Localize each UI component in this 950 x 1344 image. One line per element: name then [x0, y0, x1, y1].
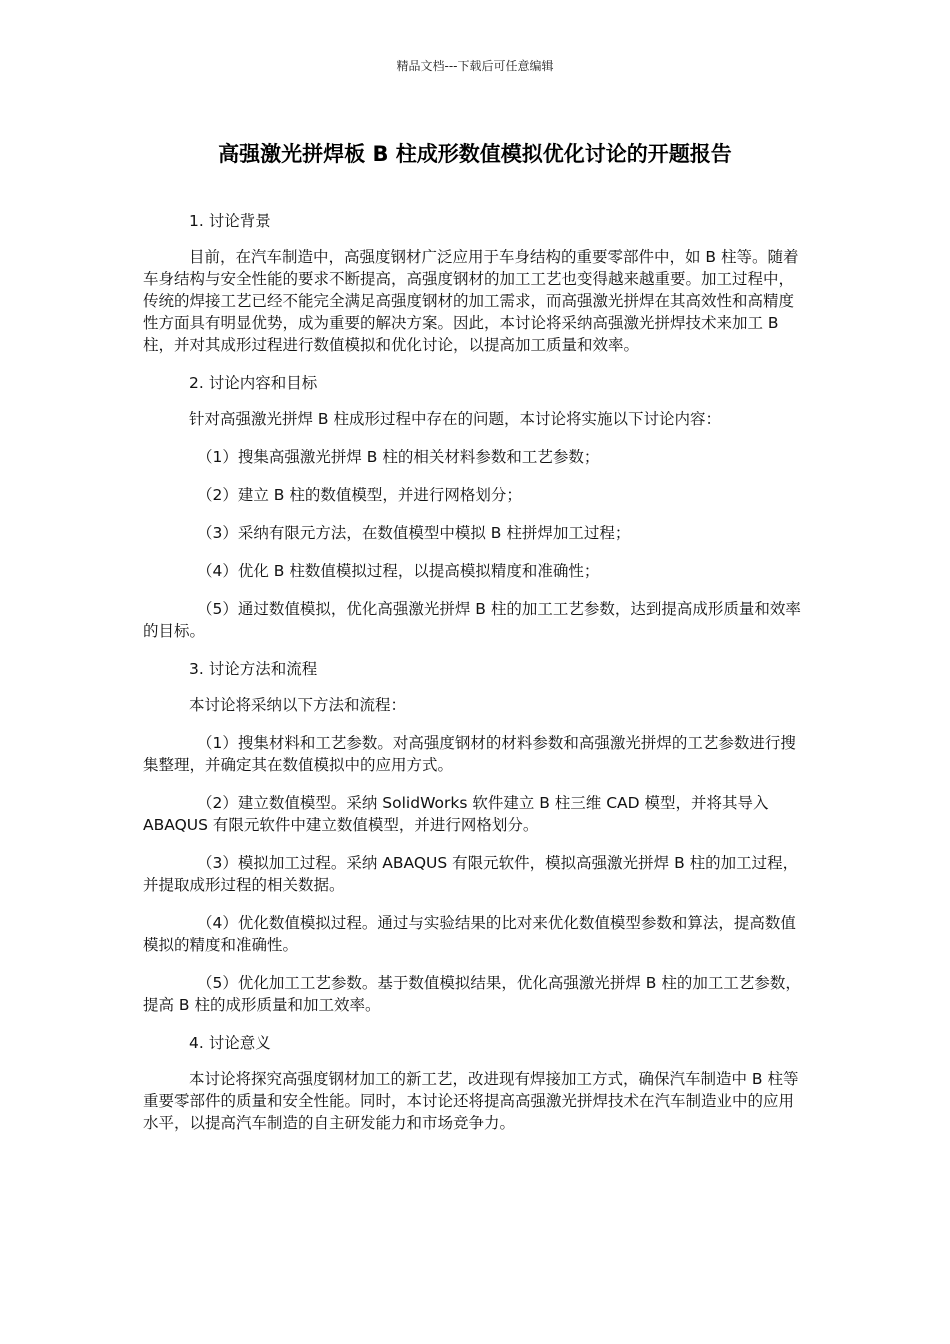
methods-intro-paragraph: 本讨论将采纳以下方法和流程：: [189, 696, 407, 714]
methods-list-item: （4）优化数值模拟过程。通过与实验结果的比对来优化数值模型参数和算法，提高数值模拟的精度和准确性。: [143, 914, 796, 954]
header-note: 精品文档---下载后可任意编辑: [396, 59, 554, 73]
content-list-item: （1）搜集高强激光拼焊 B 柱的相关材料参数和工艺参数；: [197, 448, 600, 466]
content-intro-paragraph: 针对高强激光拼焊 B 柱成形过程中存在的问题，本讨论将实施以下讨论内容：: [189, 410, 721, 428]
methods-list-item: （5）优化加工工艺参数。基于数值模拟结果，优化高强激光拼焊 B 柱的加工工艺参数，提高 B 柱的成形质量和加工效率。: [143, 974, 801, 1014]
content-list-item: （4）优化 B 柱数值模拟过程，以提高模拟精度和准确性；: [197, 562, 600, 580]
content-list-item: （3）采纳有限元方法，在数值模型中模拟 B 柱拼焊加工过程；: [197, 524, 631, 542]
background-paragraph: 目前，在汽车制造中，高强度钢材广泛应用于车身结构的重要零部件中，如 B 柱等。随着车身结构与安全性能的要求不断提高，高强度钢材的加工工艺也变得越来越重要。加工过程中，传统的焊接工艺已经不能完全满足高强度钢材的加工需求，而高强激光拼焊在其高效性和高精度性方面具有明显优势，成为重要的解决方案。因此，本讨论将采纳高强激光拼焊技术来加工 B 柱，并对其成形过程进行数值模拟和优化讨论，以提高加工质量和效率。: [143, 248, 799, 354]
section-heading-methods: 3. 讨论方法和流程: [189, 660, 318, 678]
methods-list-item: （2）建立数值模型。采纳 SolidWorks 软件建立 B 柱三维 CAD 模型，并将其导入 ABAQUS 有限元软件中建立数值模型，并进行网格划分。: [143, 794, 769, 834]
significance-paragraph: 本讨论将探究高强度钢材加工的新工艺，改进现有焊接加工方式，确保汽车制造中 B 柱等重要零部件的质量和安全性能。同时，本讨论还将提高高强激光拼焊技术在汽车制造业中的应用水平，以提高汽车制造的自主研发能力和市场竞争力。: [143, 1070, 799, 1132]
section-heading-background: 1. 讨论背景: [189, 212, 271, 230]
methods-list-item: （1）搜集材料和工艺参数。对高强度钢材的材料参数和高强激光拼焊的工艺参数进行搜集整理，并确定其在数值模拟中的应用方式。: [143, 734, 796, 774]
section-heading-content-goals: 2. 讨论内容和目标: [189, 374, 318, 392]
document-title: 高强激光拼焊板 B 柱成形数值模拟优化讨论的开题报告: [218, 142, 732, 166]
content-list-item: （5）通过数值模拟，优化高强激光拼焊 B 柱的加工工艺参数，达到提高成形质量和效率的目标。: [143, 600, 801, 640]
content-list-item: （2）建立 B 柱的数值模型，并进行网格划分；: [197, 486, 522, 504]
methods-list-item: （3）模拟加工过程。采纳 ABAQUS 有限元软件，模拟高强激光拼焊 B 柱的加工过程，并提取成形过程的相关数据。: [143, 854, 799, 894]
document-body: [143, 210, 807, 1150]
section-heading-significance: 4. 讨论意义: [189, 1034, 271, 1052]
